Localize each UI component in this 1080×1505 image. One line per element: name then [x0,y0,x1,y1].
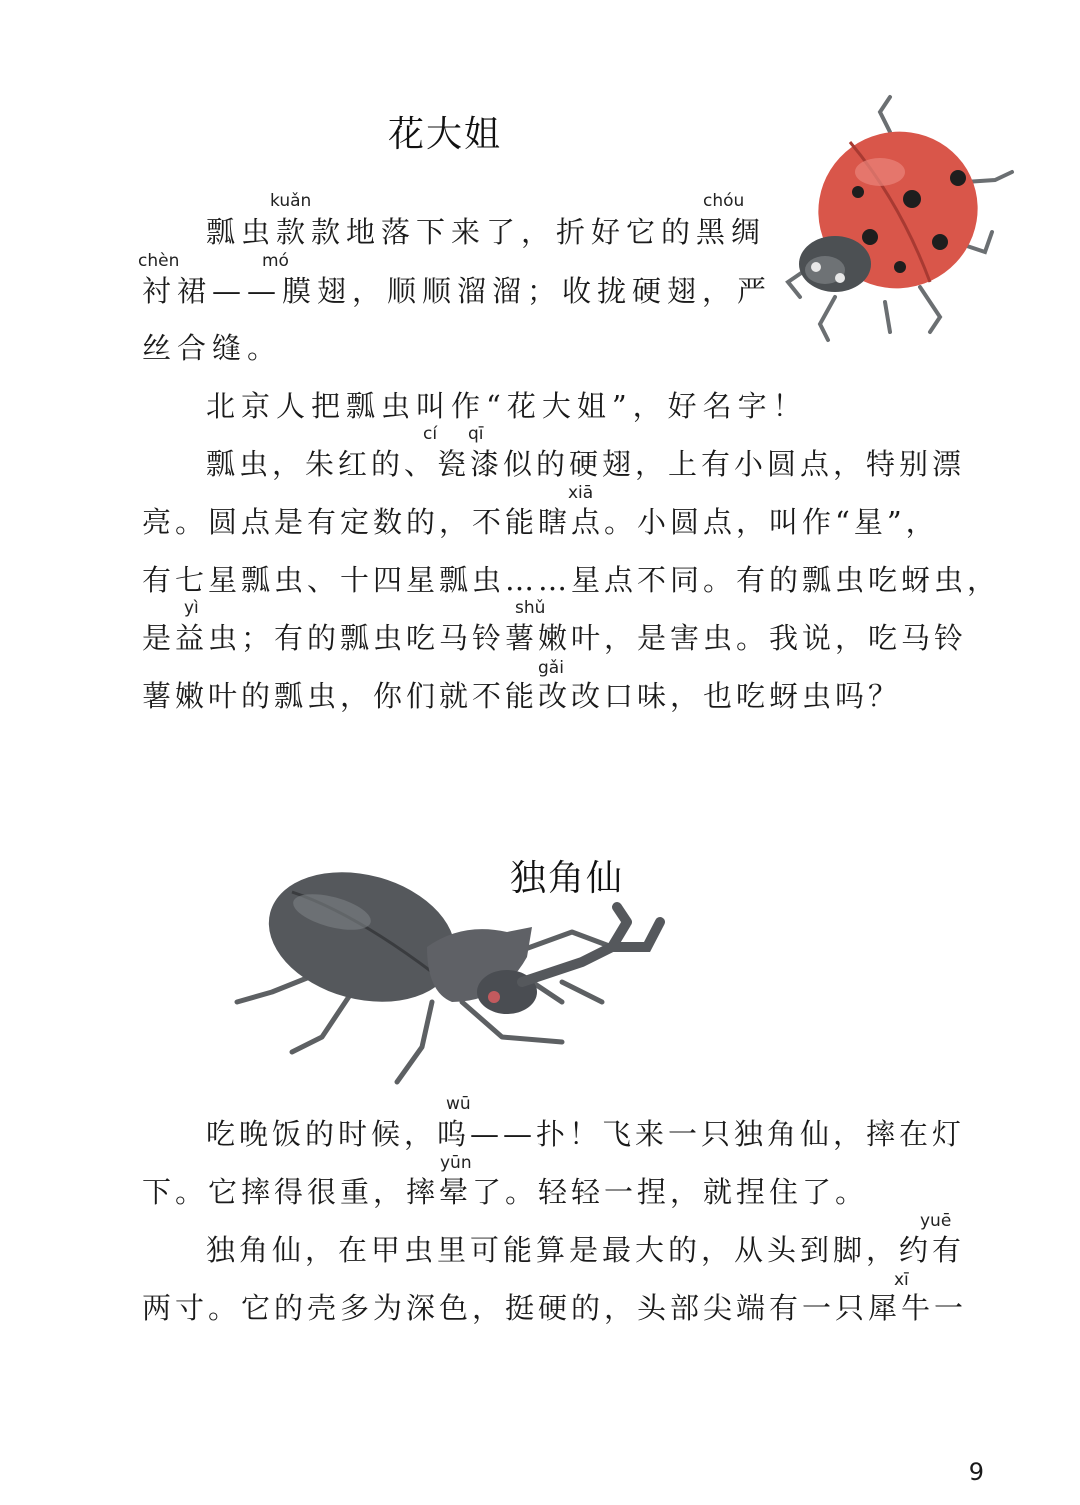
paragraph-line: 北京人把瓢虫叫作“花大姐”，好名字！ [206,389,808,423]
pinyin-annotation: xiā [568,483,594,503]
paragraph-line: 薯嫩叶的瓢虫，你们就不能改改口味，也吃蚜虫吗？ [142,679,902,713]
paragraph-line: 亮。圆点是有定数的，不能瞎点。小圆点，叫作“星”， [142,505,939,539]
page-number: 9 [968,1458,984,1486]
paragraph-line: 下。它摔得很重，摔晕了。轻轻一捏，就捏住了。 [142,1175,869,1209]
section-title-rhinoceros-beetle: 独角仙 [510,858,625,899]
section-title-ladybug: 花大姐 [388,114,503,155]
pinyin-annotation: yūn [440,1153,472,1173]
pinyin-annotation: xī [894,1270,909,1290]
pinyin-annotation: qī [468,424,484,444]
paragraph-line: 独角仙，在甲虫里可能算是最大的，从头到脚，约有 [206,1233,966,1267]
pinyin-annotation: kuǎn [270,191,312,211]
pinyin-annotation: chóu [703,191,745,211]
pinyin-annotation: mó [262,251,289,271]
paragraph-line: 是益虫；有的瓢虫吃马铃薯嫩叶，是害虫。我说，吃马铃 [142,621,968,655]
pinyin-annotation: shǔ [515,598,546,618]
paragraph-line: 瓢虫款款地落下来了，折好它的黑绸 [206,215,767,249]
paragraph-line: 瓢虫，朱红的、瓷漆似的硬翅，上有小圆点，特别漂 [206,447,966,481]
pinyin-annotation: yì [184,598,199,618]
paragraph-line: 丝合缝。 [142,331,283,365]
paragraph-line: 两寸。它的壳多为深色，挺硬的，头部尖端有一只犀牛一 [142,1291,968,1325]
ladybug-illustration [780,92,1030,352]
paragraph-line: 衬裙——膜翅，顺顺溜溜；收拢硬翅，严 [142,274,773,308]
pinyin-annotation: yuē [920,1211,952,1231]
pinyin-annotation: chèn [138,251,180,271]
paragraph-line: 有七星瓢虫、十四星瓢虫……星点不同。有的瓢虫吃蚜虫， [142,563,1001,597]
rhinoceros-beetle-illustration [232,852,682,1092]
pinyin-annotation: gǎi [538,658,564,678]
pinyin-annotation: wū [446,1094,471,1114]
pinyin-annotation: cí [423,424,438,444]
paragraph-line: 吃晚饭的时候，呜——扑！飞来一只独角仙，摔在灯 [206,1117,966,1151]
